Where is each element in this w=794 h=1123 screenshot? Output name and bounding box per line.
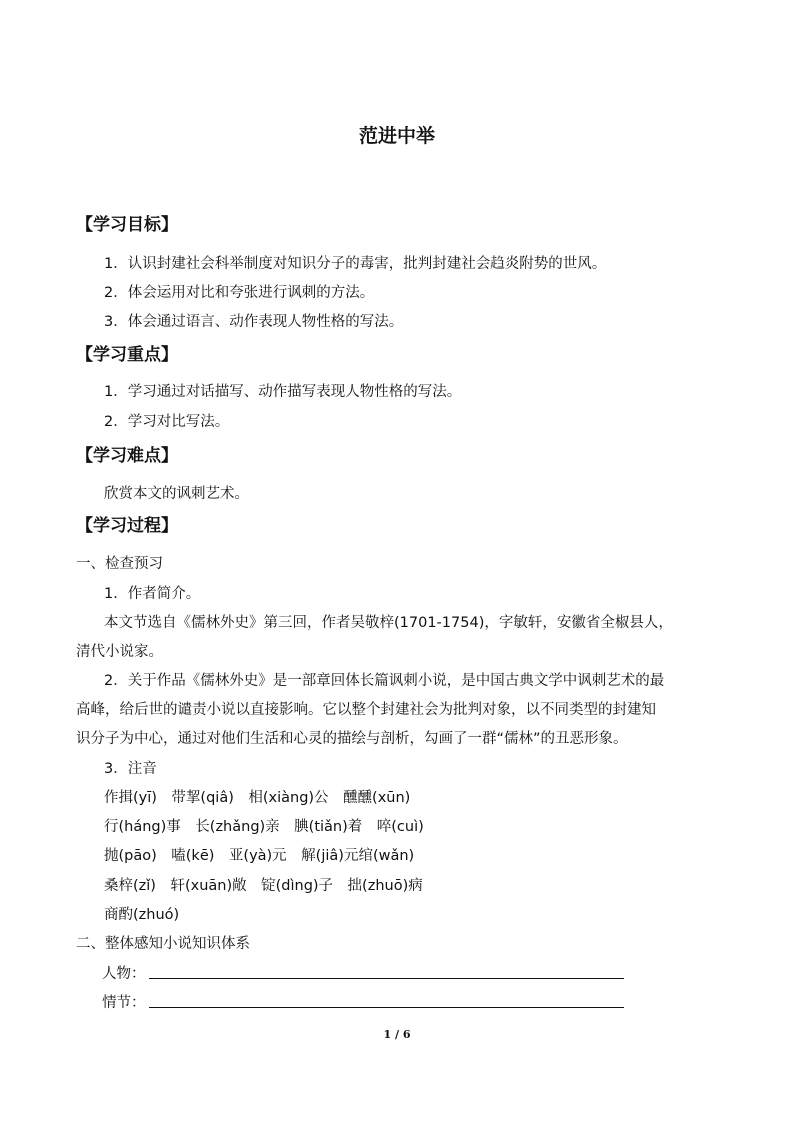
- author-line-2: 清代小说家。: [76, 644, 163, 660]
- pinyin-label: 3．注音: [104, 761, 157, 777]
- author-label: 1．作者简介。: [104, 586, 201, 602]
- part1-title: 一、检查预习: [76, 556, 163, 572]
- difficulty-item-1: 欣赏本文的讽刺艺术。: [104, 486, 249, 502]
- section-heading-goals: 【学习目标】: [76, 215, 178, 235]
- section-heading-focus: 【学习重点】: [76, 345, 178, 365]
- pinyin-line-1: 作揖(yī) 带挈(qiâ) 相(xiàng)公 醺醺(xūn): [104, 790, 411, 806]
- work-line-3: 识分子为中心，通过对他们生活和心灵的描绘与剖析，勾画了一群“儒林”的丑恶形象。: [76, 731, 628, 747]
- fill-line-plot[interactable]: [149, 1007, 624, 1008]
- section-heading-process: 【学习过程】: [76, 516, 178, 536]
- goal-item-2: 2．体会运用对比和夸张进行讽刺的方法。: [104, 285, 375, 301]
- part2-title: 二、整体感知小说知识体系: [76, 936, 250, 952]
- pinyin-line-3: 抛(pāo) 嗑(kē) 亚(yà)元 解(jiâ)元绾(wǎn): [104, 848, 415, 864]
- pinyin-line-2: 行(háng)事 长(zhǎng)亲 腆(tiǎn)着 啐(cuì): [104, 819, 424, 835]
- fill-label-characters: 人物：: [102, 966, 146, 982]
- pinyin-line-4: 桑梓(zǐ) 轩(xuān)敞 锭(dìng)子 拙(zhuō)病: [104, 878, 423, 894]
- section-heading-difficulty: 【学习难点】: [76, 446, 178, 466]
- focus-item-1: 1．学习通过对话描写、动作描写表现人物性格的写法。: [104, 384, 462, 400]
- page-number: 1 / 6: [383, 1028, 411, 1041]
- focus-item-2: 2．学习对比写法。: [104, 414, 230, 430]
- fill-line-characters[interactable]: [149, 978, 624, 979]
- fill-label-plot: 情节：: [102, 995, 146, 1011]
- goal-item-3: 3．体会通过语言、动作表现人物性格的写法。: [104, 314, 404, 330]
- work-line-1: 2．关于作品《儒林外史》是一部章回体长篇讽刺小说，是中国古典文学中讽刺艺术的最: [104, 673, 665, 689]
- pinyin-line-5: 商酌(zhuó): [104, 907, 180, 923]
- goal-item-1: 1．认识封建社会科举制度对知识分子的毒害，批判封建社会趋炎附势的世风。: [104, 256, 607, 272]
- work-line-2: 高峰，给后世的谴责小说以直接影响。它以整个封建社会为批判对象，以不同类型的封建知: [76, 702, 656, 718]
- author-line-1: 本文节选自《儒林外史》第三回，作者吴敬梓(1701-1754)，字敏轩，安徽省全椒县人，: [104, 615, 673, 631]
- page-title: 范进中举: [358, 125, 435, 147]
